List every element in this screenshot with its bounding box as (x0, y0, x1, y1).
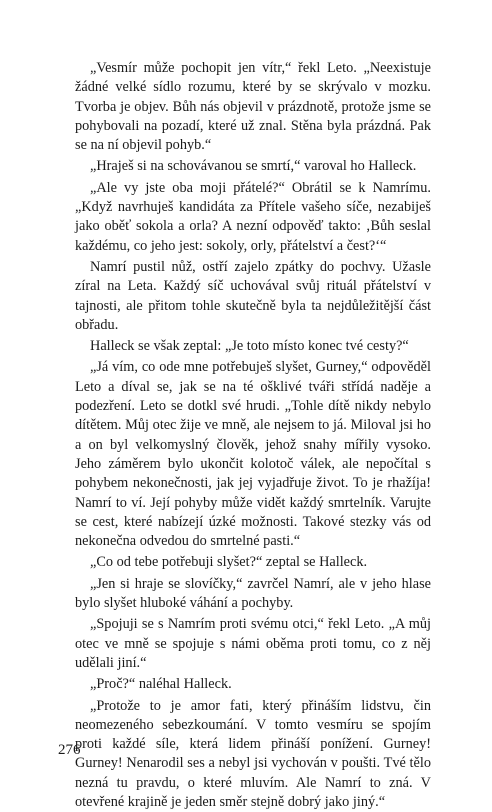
paragraph: „Spojuji se s Namrím proti svému otci,“ řekl Leto. „A můj otec ve mně se spojuje s námi oběma proti tomu, co z něj udělali jiní.“ (75, 615, 431, 673)
paragraph: „Ale vy jste oba moji přátelé?“ Obrátil se k Namrímu. „Když navrhuješ kandidáta za Přítele vašeho síče, nezabiješ jako oběť sokola a orla? A nezní odpověď takto: ‚Bůh seslal každému, co jeho jest: sokoly, orly, přátelství a čest?‘“ (75, 179, 431, 256)
paragraph: „Jen si hraje se slovíčky,“ zavrčel Namrí, ale v jeho hlase bylo slyšet hluboké váhání a pochyby. (75, 575, 431, 614)
paragraph: „Hraješ si na schovávanou se smrtí,“ varoval ho Halleck. (75, 157, 431, 176)
body-text (75, 59, 431, 812)
paragraph: „Vesmír může pochopit jen vítr,“ řekl Leto. „Neexistuje žádné velké sídlo rozumu, které by se skrývalo v mozku. Tvorba je objev. Bůh nás objevil v prázdnotě, protože jsme se pohybovali na pozadí, které už znal. Stěna byla prázdná. Pak se na ní objevil pohyb.“ (75, 59, 431, 155)
paragraph: „Já vím, co ode mne potřebuješ slyšet, Gurney,“ odpověděl Leto a díval se, jak se na té ošklivé tváři střídá naděje a podezření. Leto se dotkl své hrudi. „Tohle dítě nikdy nebylo dítětem. Můj otec žije ve mně, ale nejsem to já. Miloval jsi ho a on byl velkomyslný člověk, jehož snahy mířily vysoko. Jeho záměrem bylo ukončit kolotoč válek, ale nepočítal s pohybem nekonečnosti, jak jej vyjadřuje život. To je rhažíja! Namrí to ví. Její pohyby může vidět každý smrtelník. Varujte se cest, které nabízejí úzké možnosti. Takové stezky vás od nekonečna odvedou do smrtelné pasti.“ (75, 358, 431, 551)
paragraph: „Co od tebe potřebuji slyšet?“ zeptal se Halleck. (75, 553, 431, 572)
paragraph: „Proč?“ naléhal Halleck. (75, 675, 431, 694)
paragraph: „Protože to je amor fati, který přináším lidstvu, čin neomezeného sebezkoumání. V tomto vesmíru se spojím proti každé síle, která lidem přináší ponížení. Gurney! Gurney! Nenarodil ses a nebyl jsi vychován v poušti. Tvé tělo nezná tu pravdu, o které mluvím. Ale Namrí to zná. V otevřené krajině je jeden směr stejně dobrý jako jiný.“ (75, 697, 431, 812)
paragraph: Halleck se však zeptal: „Je toto místo konec tvé cesty?“ (75, 337, 431, 356)
paragraph: Namrí pustil nůž, ostří zajelo zpátky do pochvy. Užasle zíral na Leta. Každý síč uchovával svůj rituál přátelství v tajnosti, ale přitom tohle skutečně byla ta nejdůležitější část obřadu. (75, 258, 431, 335)
page-number: 276 (58, 741, 81, 760)
